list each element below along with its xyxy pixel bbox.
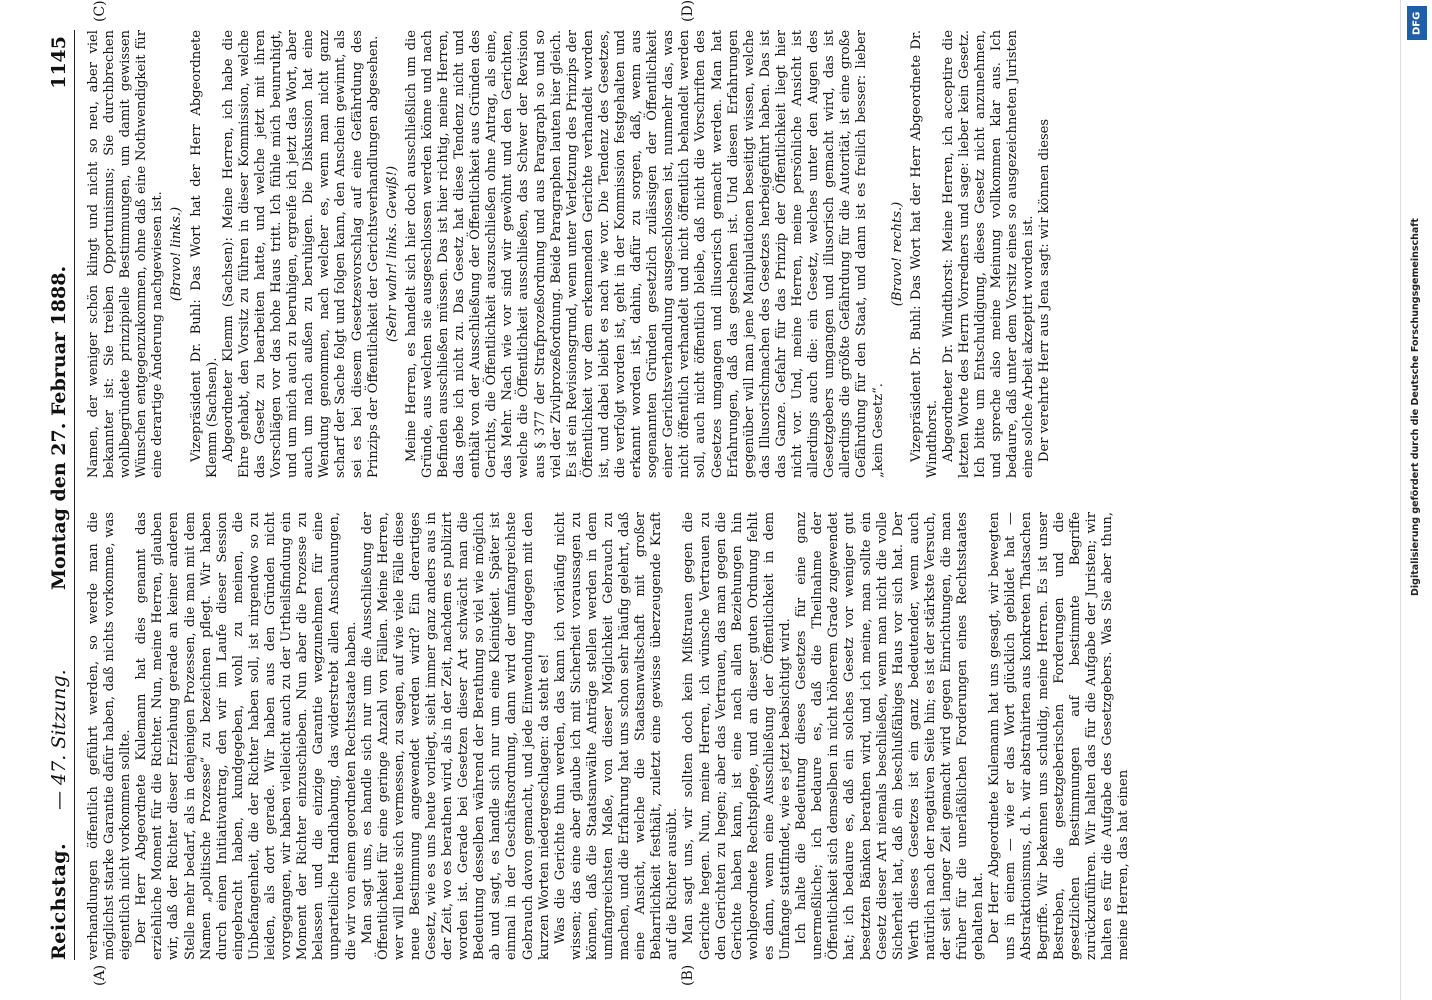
margin-mark-d: (D) [680, 0, 696, 22]
paragraph: Meine Herren, es handelt sich hier doch ausschließlich um die Gründe, aus welchen sie ausgeschlossen werden könne und nach Befinden ausschließen müssen. Das ist hier richtig, meine Herren, das gebe ich nicht zu. Das Gesetz hat diese Tendenz nicht und enthält von der Ausschließung der Öffentlichkeit aus Gründen des Gerichts, die Öffentlichkeit auszuschließen ohne Antrag, als eine, das Mehr. Nach wie vor sind wir gewöhnt und den Gerichten, welche die Öffentlichkeit ausschließen, das Schwer der Revision aus § 377 der Strafprozeßordnung und aus Paragraph so und so viel der Zivilprozeßordnung. Beide Paragraphen lauten hier gleich. Es ist ein Revisionsgrund, wenn unter Verletzung des Prinzips der Öffentlichkeit vor dem erkennenden Gerichte verhandelt worden ist, und dabei bleibt es nach wie vor. Die Tendenz des Gesetzes, die verfolgt worden ist, geht in der Kommission festgehalten und erkannt worden ist, dahin, dafür zu sorgen, daß, wenn aus sogenannten Gründen gesetzlich zulässigen der Öffentlichkeit einer Gerichtsverhandlung ausgeschlossen ist, nunmehr das, was nicht öffentlich verhandelt und nicht öffentlich behandelt werden soll, auch nicht öffentlich bleibe, daß nicht die Vorschriften des Gesetzes umgangen und illusorisch gemacht werden. Man hat Erfahrungen, daß das geschehen ist. Und diesen Erfahrungen gegenüber will man jene Manipulationen beseitigt wissen, welche das Illusorischmachen des Gesetzes herbeigeführt haben. Das ist das Ganze. Gefahr für das Prinzip der Öffentlichkeit liegt hier nicht vor. Und, meine Herren, meine persönliche Ansicht ist allerdings auch die: ein Gesetz, welches unter den Augen des Gesetzgebers umgangen und illusorisch gemacht wird, das ist allerdings die größte Gefährdung für die Autorität, ist eine große Gefährdung für den Staat, und dann ist es freilich besser: lieber „kein Gesetz“. [403, 30, 886, 478]
margin-mark-c: (C) [92, 0, 108, 22]
applause-note: (Bravo! rechts.) [889, 201, 905, 307]
header-session: — 47. Sitzung. [48, 669, 70, 810]
right-text-column [86, 30, 1326, 478]
dfg-logo-icon: DFG [1407, 6, 1427, 40]
page-number: 1145 [48, 36, 70, 89]
header-title: Reichstag. [48, 842, 70, 960]
paragraph: verhandlungen öffentlich geführt werden, so werde man die möglichst starke Garantie dafür haben, daß nichts vorkomme, was eigentlich nicht vorkommen sollte. [86, 512, 134, 960]
paragraph: Abgeordneter Klemm (Sachsen): Meine Herren, ich habe die Ehre gehabt, den Vorsitz zu führen in dieser Kommission, welche das Gesetz zu bearbeiten hatte, und welche jetzt mit ihren Vorschlägen vor das hohe Haus tritt. Ich fühle mich beunruhigt, und um mich auch zu beruhigen, ergreife ich jetzt das Wort, aber auch um nach außen zu beruhigen. Die Diskussion hat eine Wendung genommen, nach welcher es, wenn man nicht ganz scharf der Sache folgt und folgen kann, den Anschein gewinnt, als sei es bei diesem Gesetzesvorschlag auf eine Gefährdung des Prinzips der Öffentlichkeit der Gerichtsverhandlungen abgesehen. [220, 30, 381, 478]
paragraph: Der Herr Abgeordnete Kulemann hat uns gesagt, wir bewegten uns in einem — wie er das Wort glücklich gebildet hat — Abstraktionismus, d. h. wir abstrahirten aus konkreten Thatsachen Begriffe. Wir bekennen uns schuldig, meine Herren. Es ist unser Bestreben, die gesetzgeberischen Forderungen und die gesetzlichen Bestimmungen auf bestimmte Begriffe zurückzuführen. Wir halten das für die Aufgabe der Juristen; wir halten es für die Aufgabe des Gesetzgebers. Was Sie aber thun, meine Herren, das hat einen [987, 512, 1131, 960]
paragraph: Ich halte die Bedeutung dieses Gesetzes für eine ganz unermeßliche; ich bedaure es, daß die Theilnahme der Öffentlichkeit sich demselben in nicht höherem Grade zugewendet hat; ich bedaure es, daß ein solches Gesetz vor weniger gut besetzten Bänken berathen wird, und ich meine, man sollte ein Gesetz dieser Art niemals beschließen, wenn man nicht die volle Sicherheit hat, daß ein beschlußfähiges Haus vor sich hat. Der Werth dieses Gesetzes ist ein ganz bedeutender, wenn auch natürlich nach der negativen Seite hin; es ist der stärkste Versuch, der seit langer Zeit gemacht wird gegen Einrichtungen, die man früher für die unerläßlichen Forderungen eines Rechtsstaates gehalten hat. [794, 512, 987, 960]
speaker-announcement: Vizepräsident Dr. Buhl: Das Wort hat der Herr Abgeordnete Klemm (Sachsen). [188, 30, 220, 478]
paragraph: Was die Gerichte thun werden, das kann ich vorläufig nicht wissen; das eine aber glaube ich mit Sicherheit voraussagen zu können, daß die Staatsanwälte Anträge stellen werden in dem umfangreichsten Maße, von dieser Möglichkeit Gebrauch zu machen, und die Erfahrung hat uns schon sehr häufig gelehrt, daß eine Ansicht, welche die Staatsanwaltschaft mit großer Beharrlichkeit festhält, zuletzt eine gewisse überzeugende Kraft auf die Richter ausübt. [552, 512, 681, 960]
margin-mark-a: (A) [92, 964, 108, 986]
digitization-sidebar [1400, 0, 1432, 1000]
header-date: Montag den 27. Februar 1888. [48, 265, 70, 590]
margin-mark-b: (B) [680, 964, 696, 986]
applause-note: (Bravo! links.) [169, 206, 185, 302]
left-text-column [86, 512, 1326, 960]
paragraph: Namen, der weniger schön klingt und nicht so neu, aber viel bekannter ist: Sie treiben Opportunismus; Sie durchbrechen wohlbegründete prinzipielle Bestimmungen, um damit gewissen Wünschen entgegenzukommen, ohne daß eine Nothwendigkeit für eine derartige Änderung nachgewiesen ist. [86, 30, 166, 478]
paragraph: Der Herr Abgeordnete Kulemann hat dies genannt das erziehliche Moment für die Richter. Nun, meine Herren, glauben wir, daß der Richter dieser Erziehung gerade an keiner anderen Stelle mehr bedarf, als in denjenigen Prozessen, die man mit dem Namen „politische Prozesse“ zu bezeichnen pflegt. Wir haben durch einen Initiativantrag, den wir im Laufe dieser Session eingebracht haben, kundgegeben, wohl zu meinen, die Unbefangenheit, die der Richter haben soll, ist nirgendwo so zu leiden, als dort gerade. Wir haben aus den Gründen nicht vorgegangen, wir haben vielleicht auch zu der Urtheilsfindung ein Moment der Richter einzuschieben. Nun aber die Prozesse zu belassen und die einzige Garantie wegzunehmen für eine unparteiliche Handhabung, das widerstrebt allen Anschauungen, die wir von einem geordneten Rechtsstaate haben. [134, 512, 359, 960]
digitization-credit: Digitalisierung gefördert durch die Deutsche Forschungsgemeinschaft [1410, 218, 1421, 596]
page-header [46, 30, 75, 960]
paragraph: Man sagt uns, wir sollten doch kein Mißtrauen gegen die Gerichte hegen. Nun, meine Herren, ich wünsche Vertrauen zu den Gerichten zu hegen; aber das Vertrauen, das man gegen die Gerichte haben kann, ist eine nach allen Beziehungen hin wohlgeordnete Rechtspflege, und an dieser guten Ordnung fehlt es dann, wenn eine Ausschließung der Öffentlichkeit in dem Umfange stattfindet, wie es jetzt beabsichtigt wird. [681, 512, 794, 960]
paragraph: Man sagt uns, es handle sich nur um die Ausschließung der Öffentlichkeit für eine geringe Anzahl von Fällen. Meine Herren, wer will heute sich vermessen, zu sagen, auf wie viele Fälle diese neue Bestimmung angewendet werden wird? Ein derartiges Gesetz, wie es uns heute vorliegt, sieht immer ganz anders aus in der Zeit, wo es berathen wird, als in der Zeit, nachdem es publizirt worden ist. Gerade bei Gesetzen dieser Art schwächt man die Bedeutung desselben während der Berathung so viel wie möglich ab und sagt, es handle sich nur um eine Kleinigkeit. Später ist einmal in der Geschäftsordnung, dann wird der umfangreichste Gebrauch davon gemacht, und jede Einwendung dagegen mit den kurzen Worten niedergeschlagen: da steht es! [359, 512, 552, 960]
speaker-announcement: Vizepräsident Dr. Buhl: Das Wort hat der Herr Abgeordnete Dr. Windthorst. [908, 30, 940, 478]
paragraph: Der verehrte Herr aus Jena sagt: wir können dieses [1037, 118, 1053, 462]
interjection-note: (Sehr wahr! links. Gewiß!) [384, 165, 400, 343]
paragraph: Abgeordneter Dr. Windthorst: Meine Herren, ich acceptire die letzten Worte des Herrn Vorredners und sage: lieber kein Gesetz. Ich bitte um Entschuldigung, dieses Gesetz nicht anzunehmen, und spreche also meine Meinung vollkommen klar aus. Ich bedaure, daß unter dem Vorsitz eines so ausgezeichneten Juristen eine solche Arbeit akzeptirt worden ist. [940, 30, 1037, 478]
